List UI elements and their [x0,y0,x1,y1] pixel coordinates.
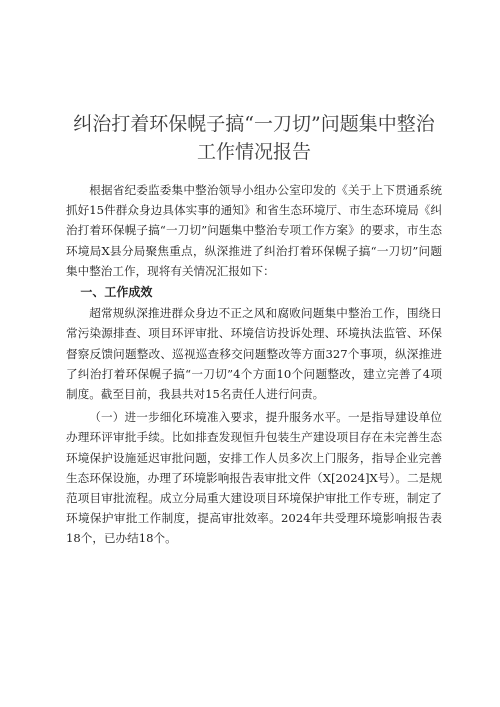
title-line-2: 工作情况报告 [196,141,311,163]
section-1-heading: 一、工作成效 [80,285,153,300]
section-1-paragraph: 超常规纵深推进群众身边不正之风和腐败问题集中整治工作，围绕日常污染源排查、项目环评审批、环境信访投诉处理、环境执法监管、环保督察反馈问题整改、巡视巡查移交问题整改等方面327个事项，纵深推进了纠治打着环保幌子搞“一刀切”4个方面10个问题整改，建立完善了4项制度。截至目前，我县共对15名责任人进行问责。 [66,306,442,402]
intro-paragraph: 根据省纪委监委集中整治领导小组办公室印发的《关于上下贯通系统抓好15件群众身边具体实事的通知》和省生态环境厅、市生态环境局《纠治打着环保幌子搞“一刀切”问题集中整治专项工作方案》的要求，市生态环境局X县分局聚焦重点，纵深推进了纠治打着环保幌子搞“一刀切”问题集中整治工作，现将有关情况汇报如下： [66,183,442,278]
document-title [66,110,442,166]
title-line-1: 纠治打着环保幌子搞“一刀切”问题集中整治 [73,113,435,135]
subsection-1-paragraph: （一）进一步细化环境准入要求，提升服务水平。一是指导建设单位办理环评审批手续。比如排查发现恒升包装生产建设项目存在未完善生态环境保护设施延迟审批问题，安排工作人员多次上门服务，指导企业完善生态环保设施，办理了环境影响报告表审批文件（X[2024]X号）。二是规范项目审批流程。成立分局重大建设项目环境保护审批工作专班，制定了环境保护审批工作制度，提高审批效率。2024年共受理环境影响报告表18个，已办结18个。 [66,410,442,546]
